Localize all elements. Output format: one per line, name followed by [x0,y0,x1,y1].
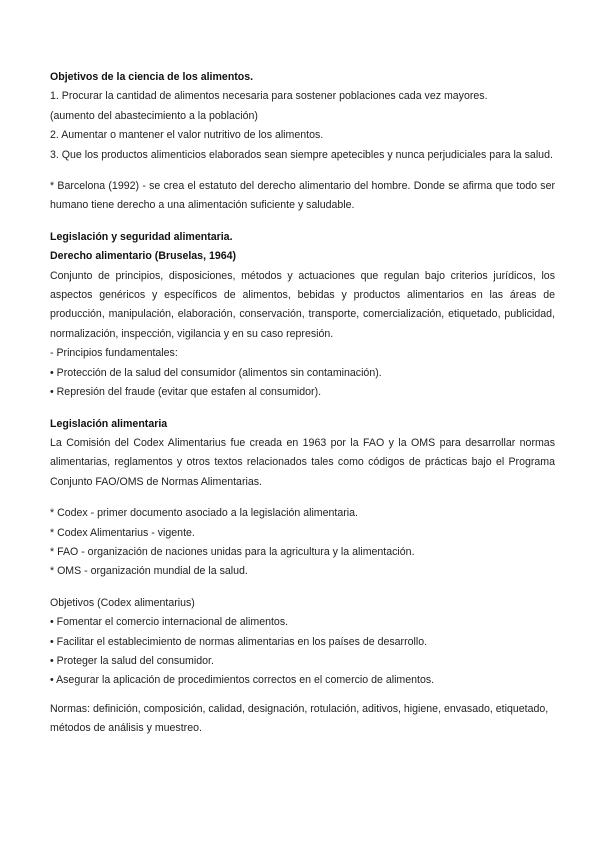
paragraph-codex: La Comisión del Codex Alimentarius fue creada en 1963 por la FAO y la OMS para desarrollar normas alimentarias, reglamentos y otros textos relacionados tales como códigos de prácticas bajo el Programa Conjunto FAO/OMS de Normas Alimentarias. [50,436,555,488]
subsection-title-derecho-alimentario: Derecho alimentario (Bruselas, 1964) [50,250,237,263]
list-item: * Codex - primer documento asociado a la legislación alimentaria. [50,507,358,520]
list-item: * OMS - organización mundial de la salud. [50,565,248,578]
list-item: • Fomentar el comercio internacional de alimentos. [50,616,289,629]
list-item: • Proteger la salud del consumidor. [50,654,214,667]
list-item: • Represión del fraude (evitar que estafen al consumidor). [50,386,322,399]
list-item: • Facilitar el establecimiento de normas alimentarias en los países de desarrollo. [50,635,428,648]
list-heading-principios: - Principios fundamentales: [50,347,178,360]
list-item: 2. Aumentar o mantener el valor nutritivo de los alimentos. [50,129,324,142]
list-item: 1. Procurar la cantidad de alimentos necesaria para sostener poblaciones cada vez mayores. [50,90,488,103]
document-page [50,68,555,739]
paragraph-normas: Normas: definición, composición, calidad, designación, rotulación, aditivos, higiene, envasado, etiquetado, métodos de análisis y muestreo. [50,702,549,735]
paragraph-barcelona: * Barcelona (1992) - se crea el estatuto del derecho alimentario del hombre. Donde se afirma que todo ser humano tiene derecho a una alimentación suficiente y saludable. [50,180,555,212]
list-item: * Codex Alimentarius - vigente. [50,526,195,539]
section-title-objetivos-ciencia: Objetivos de la ciencia de los alimentos. [50,71,254,83]
paragraph-derecho-alimentario: Conjunto de principios, disposiciones, métodos y actuaciones que regulan bajo criterios jurídicos, los aspectos genéricos y específicos de alimentos, bebidas y productos alimentarios en las áreas de producción, manipulación, elaboración, conservación, transporte, comercialización, etiquetado, publicidad, normalización, inspección, vigilancia y en su caso represión. [50,269,555,340]
list-item: • Asegurar la aplicación de procedimientos correctos en el comercio de alimentos. [50,674,435,687]
section-title-legislacion-seguridad: Legislación y seguridad alimentaria. [50,230,233,243]
list-item: * FAO - organización de naciones unidas para la agricultura y la alimentación. [50,545,415,558]
section-title-objetivos-codex: Objetivos (Codex alimentarius) [50,596,195,609]
section-title-legislacion-alimentaria: Legislación alimentaria [50,417,168,430]
list-item-note: (aumento del abastecimiento a la población) [50,109,258,122]
list-item: • Protección de la salud del consumidor (alimentos sin contaminación). [50,366,382,379]
list-item: 3. Que los productos alimenticios elaborados sean siempre apetecibles y nunca perjudiciales para la salud. [50,148,553,161]
